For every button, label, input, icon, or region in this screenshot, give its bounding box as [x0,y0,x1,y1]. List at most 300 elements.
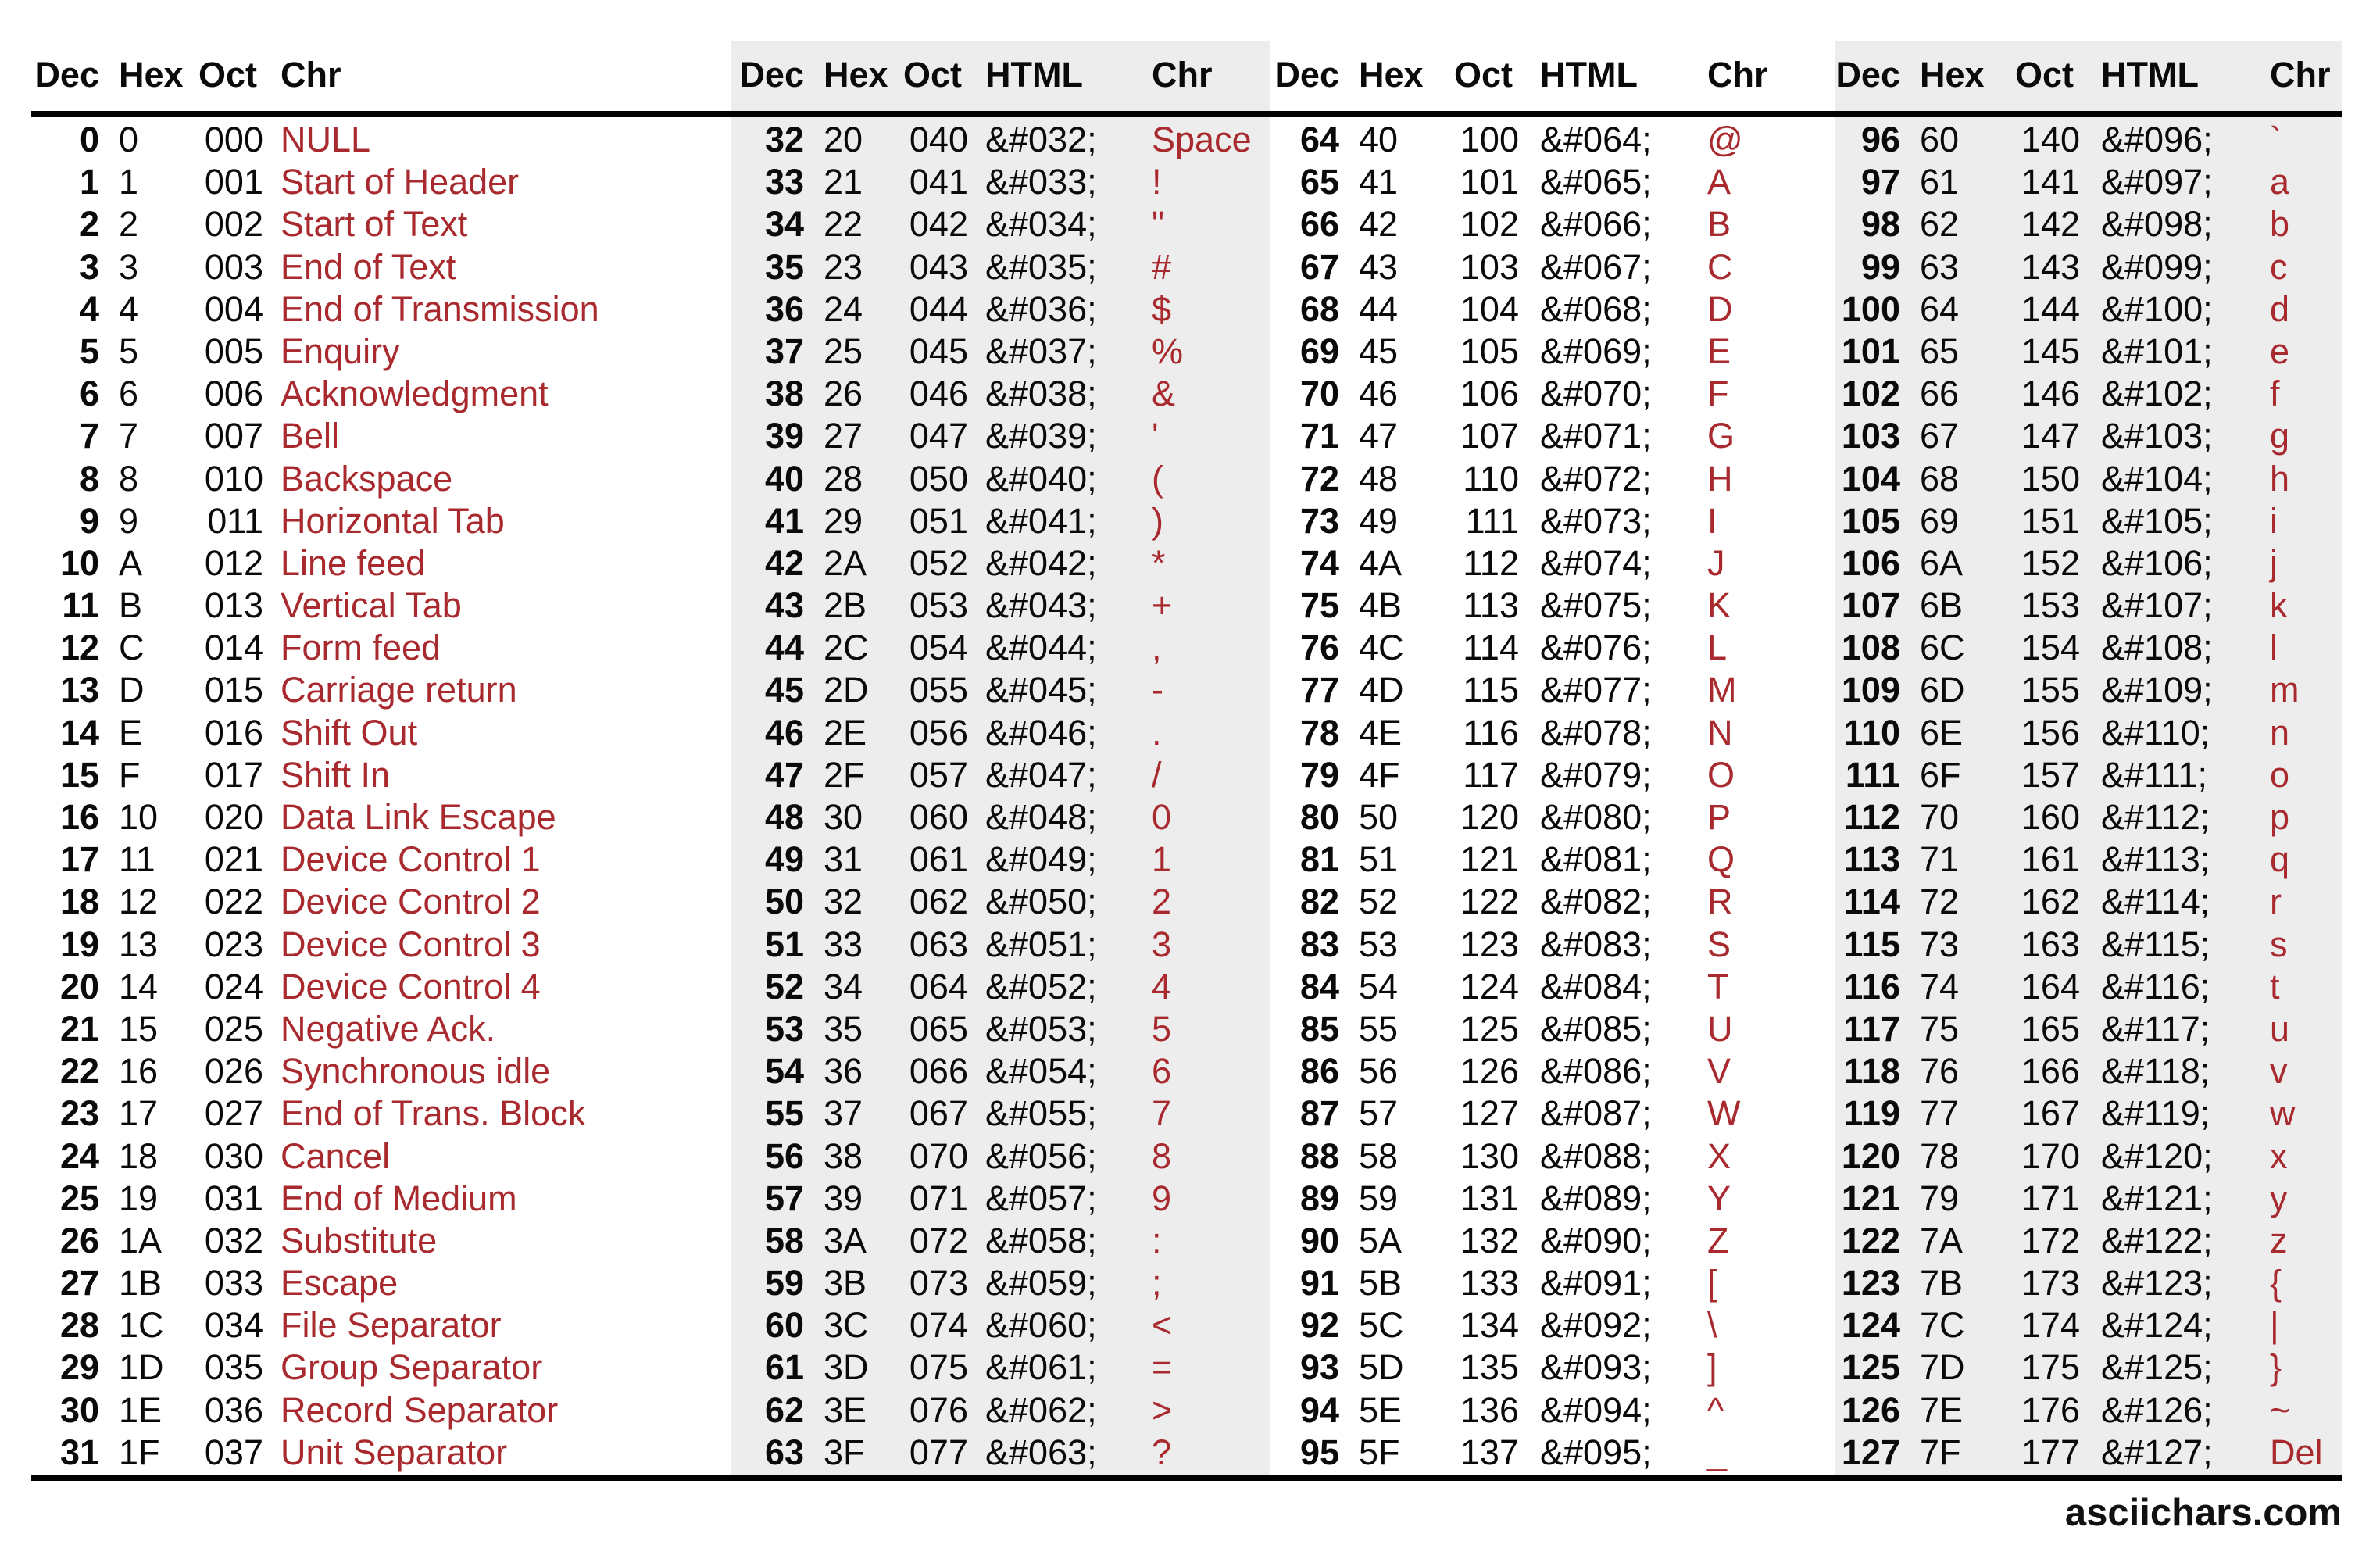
chr-cell: l [2270,628,2278,668]
chr-cell: m [2270,670,2300,710]
dec-cell: 27 [59,1263,99,1303]
oct-cell: 036 [204,1389,263,1430]
html-cell: &#106; [2101,542,2213,583]
ascii-row-51 [730,924,1277,966]
oct-cell: 004 [204,288,263,329]
html-cell: &#040; [985,458,1097,499]
dec-cell: 54 [764,1051,804,1092]
oct-cell: 172 [2021,1220,2080,1260]
hex-cell: 30 [824,797,863,837]
ascii-row-75 [1265,585,1843,627]
dec-cell: 105 [1841,500,1900,541]
oct-cell: 104 [1460,288,1519,329]
oct-cell: 126 [1460,1051,1519,1092]
oct-cell: 055 [909,670,968,710]
chr-cell: Del [2270,1432,2323,1472]
chr-cell: f [2270,374,2280,414]
oct-cell: 070 [909,1135,968,1176]
ascii-row-88 [1265,1135,1843,1178]
chr-cell: , [1152,628,1162,668]
hex-cell: 1D [119,1347,164,1388]
ascii-row-0 [25,119,697,161]
hex-cell: 27 [824,416,863,456]
ascii-row-50 [730,881,1277,923]
ascii-row-1 [25,161,697,203]
ascii-row-120 [1826,1135,2373,1178]
dec-cell: 70 [1299,374,1339,414]
dec-cell: 47 [764,754,804,795]
chr-cell: } [2270,1347,2282,1388]
chr-cell: J [1707,542,1725,583]
header-dec: Dec [1835,55,1900,95]
ascii-row-6 [25,373,697,415]
hex-cell: F [119,754,141,795]
chr-cell: s [2270,924,2288,964]
dec-cell: 44 [764,628,804,668]
hex-cell: 69 [1920,500,1960,541]
dec-cell: 9 [79,500,99,541]
hex-cell: 63 [1920,246,1960,287]
dec-cell: 14 [59,712,99,753]
oct-cell: 072 [909,1220,968,1260]
oct-cell: 056 [909,712,968,753]
oct-cell: 012 [204,542,263,583]
ascii-row-34 [730,203,1277,245]
hex-cell: 7C [1920,1305,1965,1346]
html-cell: &#110; [2101,712,2210,753]
hex-cell: 44 [1359,288,1399,329]
ascii-row-43 [730,585,1277,627]
hex-cell: 78 [1920,1135,1960,1176]
ascii-row-66 [1265,203,1843,245]
html-cell: &#092; [1540,1305,1652,1346]
ascii-row-13 [25,669,697,711]
hex-cell: 5A [1359,1220,1403,1260]
oct-cell: 154 [2021,628,2080,668]
dec-cell: 113 [1843,839,1900,880]
hex-cell: 1B [119,1263,163,1303]
dec-cell: 3 [79,246,99,287]
oct-cell: 133 [1460,1263,1519,1303]
ascii-row-68 [1265,288,1843,331]
ascii-row-90 [1265,1220,1843,1262]
dec-cell: 99 [1860,246,1900,287]
chr-cell: P [1707,797,1731,837]
chr-cell: Line feed [281,542,426,583]
html-cell: &#068; [1540,288,1652,329]
html-cell: &#034; [985,204,1097,245]
chr-cell: v [2270,1051,2288,1092]
html-cell: &#091; [1540,1263,1652,1303]
chr-cell: < [1152,1305,1173,1346]
hex-cell: D [119,670,145,710]
chr-cell: x [2270,1135,2288,1176]
hex-cell: 43 [1359,246,1399,287]
header-oct: Oct [1453,55,1513,95]
chr-cell: Form feed [281,628,441,668]
html-cell: &#070; [1540,374,1652,414]
rows [25,119,697,1474]
html-cell: &#063; [985,1432,1097,1472]
oct-cell: 040 [909,120,968,159]
oct-cell: 031 [204,1178,263,1218]
oct-cell: 141 [2021,162,2080,202]
ascii-row-26 [25,1220,697,1262]
chr-cell: w [2270,1093,2296,1134]
chr-cell: ^ [1707,1389,1724,1430]
ascii-row-81 [1265,838,1843,881]
oct-cell: 155 [2021,670,2080,710]
html-cell: &#085; [1540,1008,1652,1049]
html-cell: &#042; [985,542,1097,583]
ascii-row-87 [1265,1092,1843,1135]
oct-cell: 105 [1460,331,1519,371]
oct-cell: 065 [909,1008,968,1049]
dec-cell: 30 [59,1389,99,1430]
html-cell: &#075; [1540,585,1652,626]
hex-cell: 2D [824,670,869,710]
dec-cell: 68 [1299,288,1339,329]
ascii-row-112 [1826,796,2373,838]
chr-cell: i [2270,500,2278,541]
chr-cell: N [1707,712,1733,753]
hex-cell: 31 [824,839,863,880]
oct-cell: 022 [204,881,263,922]
hex-cell: 57 [1359,1093,1399,1134]
hex-cell: 41 [1359,162,1399,202]
ascii-row-118 [1826,1050,2373,1092]
dec-cell: 6 [79,374,99,414]
hex-cell: 47 [1359,416,1399,456]
column-headers [1265,55,1843,95]
chr-cell: E [1707,331,1731,371]
header-oct: Oct [902,55,962,95]
dec-cell: 60 [764,1305,804,1346]
dec-cell: 85 [1299,1008,1339,1049]
oct-cell: 016 [204,712,263,753]
chr-cell: S [1707,924,1731,964]
ascii-row-122 [1826,1220,2373,1262]
oct-cell: 000 [204,120,263,159]
hex-cell: 38 [824,1135,863,1176]
chr-cell: $ [1152,288,1172,329]
chr-cell: ) [1152,500,1163,541]
oct-cell: 030 [204,1135,263,1176]
chr-cell: Backspace [281,458,453,499]
header-html: HTML [1540,55,1638,95]
html-cell: &#041; [985,500,1097,541]
ascii-row-76 [1265,627,1843,669]
dec-cell: 76 [1299,628,1339,668]
html-cell: &#089; [1540,1178,1652,1218]
chr-cell: 5 [1152,1008,1172,1049]
oct-cell: 176 [2021,1389,2080,1430]
html-cell: &#108; [2101,628,2213,668]
dec-cell: 106 [1841,542,1900,583]
chr-cell: W [1707,1093,1741,1134]
chr-cell: H [1707,458,1733,499]
ascii-row-10 [25,542,697,585]
hex-cell: 36 [824,1051,863,1092]
oct-cell: 046 [909,374,968,414]
html-cell: &#052; [985,966,1097,1007]
hex-cell: 50 [1359,797,1399,837]
ascii-row-11 [25,585,697,627]
ascii-row-39 [730,415,1277,457]
oct-cell: 007 [204,416,263,456]
oct-cell: 175 [2021,1347,2080,1388]
html-cell: &#056; [985,1135,1097,1176]
oct-cell: 102 [1460,204,1519,245]
hex-cell: 1 [119,162,139,202]
header-dec: Dec [34,55,99,95]
html-cell: &#116; [2101,966,2210,1007]
ascii-row-84 [1265,966,1843,1008]
html-cell: &#081; [1540,839,1652,880]
ascii-row-49 [730,838,1277,881]
html-cell: &#067; [1540,246,1652,287]
ascii-row-40 [730,458,1277,500]
ascii-row-16 [25,796,697,838]
hex-cell: 34 [824,966,863,1007]
oct-cell: 107 [1460,416,1519,456]
dec-cell: 55 [764,1093,804,1134]
html-cell: &#055; [985,1093,1097,1134]
dec-cell: 65 [1299,162,1339,202]
chr-cell: ; [1152,1263,1162,1303]
chr-cell: Cancel [281,1135,391,1176]
oct-cell: 103 [1460,246,1519,287]
chr-cell: / [1152,754,1162,795]
hex-cell: 16 [119,1051,159,1092]
html-cell: &#117; [2101,1008,2210,1049]
ascii-row-42 [730,542,1277,585]
dec-cell: 2 [79,204,99,245]
hex-cell: 4 [119,288,139,329]
ascii-row-108 [1826,627,2373,669]
header-hex: Hex [1359,55,1424,95]
hex-cell: 2B [824,585,867,626]
ascii-row-12 [25,627,697,669]
chr-cell: b [2270,204,2290,245]
dec-cell: 74 [1299,542,1339,583]
header-chr: Chr [2270,55,2331,95]
dec-cell: 34 [764,204,804,245]
ascii-row-30 [25,1389,697,1432]
chr-cell: Synchronous idle [281,1051,551,1092]
chr-cell: 8 [1152,1135,1172,1176]
ascii-row-125 [1826,1346,2373,1389]
hex-cell: 6F [1920,754,1961,795]
html-cell: &#069; [1540,331,1652,371]
ascii-row-116 [1826,966,2373,1008]
dec-cell: 102 [1841,374,1900,414]
hex-cell: 20 [824,120,863,159]
chr-cell: 1 [1152,839,1172,880]
chr-cell: D [1707,288,1733,329]
hex-cell: 6A [1920,542,1964,583]
header-dec: Dec [1274,55,1339,95]
html-cell: &#114; [2101,881,2210,922]
hex-cell: 9 [119,500,139,541]
ascii-row-127 [1826,1432,2373,1474]
dec-cell: 117 [1843,1008,1900,1049]
hex-cell: 5B [1359,1263,1403,1303]
dec-cell: 28 [59,1305,99,1346]
chr-cell: r [2270,881,2282,922]
hex-cell: 6E [1920,712,1964,753]
dec-cell: 86 [1299,1051,1339,1092]
dec-cell: 94 [1299,1389,1339,1430]
dec-cell: 24 [59,1135,99,1176]
dec-cell: 26 [59,1220,99,1260]
chr-cell: k [2270,585,2288,626]
dec-cell: 80 [1299,797,1339,837]
html-cell: &#113; [2101,839,2210,880]
ascii-row-54 [730,1050,1277,1092]
ascii-row-18 [25,881,697,923]
ascii-row-19 [25,924,697,966]
dec-cell: 91 [1299,1263,1339,1303]
html-cell: &#046; [985,712,1097,753]
chr-cell: " [1152,204,1164,245]
oct-cell: 116 [1463,712,1519,753]
oct-cell: 005 [204,331,263,371]
chr-cell: Group Separator [281,1347,543,1388]
dec-cell: 88 [1299,1135,1339,1176]
chr-cell: Q [1707,839,1735,880]
hex-cell: C [119,628,145,668]
ascii-row-24 [25,1135,697,1178]
oct-cell: 165 [2021,1008,2080,1049]
hex-cell: 55 [1359,1008,1399,1049]
hex-cell: 12 [119,881,159,922]
chr-cell: 9 [1152,1178,1172,1218]
hex-cell: 53 [1359,924,1399,964]
ascii-row-31 [25,1432,697,1474]
dec-cell: 21 [59,1008,99,1049]
ascii-row-23 [25,1092,697,1135]
ascii-row-110 [1826,712,2373,754]
oct-cell: 137 [1460,1432,1519,1472]
hex-cell: 56 [1359,1051,1399,1092]
oct-cell: 011 [207,500,263,541]
ascii-row-100 [1826,288,2373,331]
ascii-row-103 [1826,415,2373,457]
dec-cell: 52 [764,966,804,1007]
hex-cell: 7D [1920,1347,1965,1388]
chr-cell: _ [1707,1432,1728,1472]
html-cell: &#044; [985,628,1097,668]
oct-cell: 173 [2021,1263,2080,1303]
oct-cell: 061 [909,839,968,880]
ascii-row-71 [1265,415,1843,457]
dec-cell: 23 [59,1093,99,1134]
header-chr: Chr [1707,55,1768,95]
dec-cell: 89 [1299,1178,1339,1218]
oct-cell: 066 [909,1051,968,1092]
oct-cell: 144 [2021,288,2080,329]
oct-cell: 136 [1460,1389,1519,1430]
oct-cell: 135 [1460,1347,1519,1388]
html-cell: &#036; [985,288,1097,329]
chr-cell: n [2270,712,2290,753]
chr-cell: B [1707,204,1731,245]
chr-cell: G [1707,416,1735,456]
hex-cell: 18 [119,1135,159,1176]
header-chr: Chr [1152,55,1213,95]
ascii-row-102 [1826,373,2373,415]
oct-cell: 001 [204,162,263,202]
hex-cell: 60 [1920,120,1960,159]
chr-cell: V [1707,1051,1731,1092]
dec-cell: 116 [1843,966,1900,1007]
html-cell: &#101; [2101,331,2213,371]
ascii-row-72 [1265,458,1843,500]
dec-cell: 77 [1299,670,1339,710]
dec-cell: 4 [79,288,99,329]
ascii-group-96-127 [1826,0,2373,1559]
ascii-row-44 [730,627,1277,669]
oct-cell: 130 [1460,1135,1519,1176]
oct-cell: 010 [204,458,263,499]
oct-cell: 076 [909,1389,968,1430]
oct-cell: 054 [909,628,968,668]
chr-cell: NULL [281,120,371,159]
ascii-row-8 [25,458,697,500]
oct-cell: 125 [1460,1008,1519,1049]
dec-cell: 13 [59,670,99,710]
hex-cell: 19 [119,1178,159,1218]
chr-cell: ` [2270,120,2282,159]
oct-cell: 045 [909,331,968,371]
hex-cell: 62 [1920,204,1960,245]
dec-cell: 38 [764,374,804,414]
ascii-row-126 [1826,1389,2373,1432]
chr-cell: z [2270,1220,2288,1260]
html-cell: &#054; [985,1051,1097,1092]
hex-cell: B [119,585,143,626]
hex-cell: 1F [119,1432,160,1472]
ascii-row-57 [730,1178,1277,1220]
ascii-row-64 [1265,119,1843,161]
html-cell: &#122; [2101,1220,2213,1260]
chr-cell: X [1707,1135,1731,1176]
chr-cell: Data Link Escape [281,797,556,837]
hex-cell: 37 [824,1093,863,1134]
ascii-row-111 [1826,754,2373,796]
dec-cell: 71 [1299,416,1339,456]
html-cell: &#064; [1540,120,1652,159]
ascii-row-73 [1265,500,1843,542]
oct-cell: 023 [204,924,263,964]
dec-cell: 62 [764,1389,804,1430]
html-cell: &#076; [1540,628,1652,668]
html-cell: &#048; [985,797,1097,837]
html-cell: &#078; [1540,712,1652,753]
dec-cell: 0 [79,120,99,159]
chr-cell: a [2270,162,2290,202]
hex-cell: 68 [1920,458,1960,499]
ascii-row-96 [1826,119,2373,161]
chr-cell: Start of Header [281,162,520,202]
dec-cell: 45 [764,670,804,710]
chr-cell: A [1707,162,1731,202]
html-cell: &#066; [1540,204,1652,245]
hex-cell: 39 [824,1178,863,1218]
chr-cell: Y [1707,1178,1731,1218]
chr-cell: * [1152,542,1166,583]
